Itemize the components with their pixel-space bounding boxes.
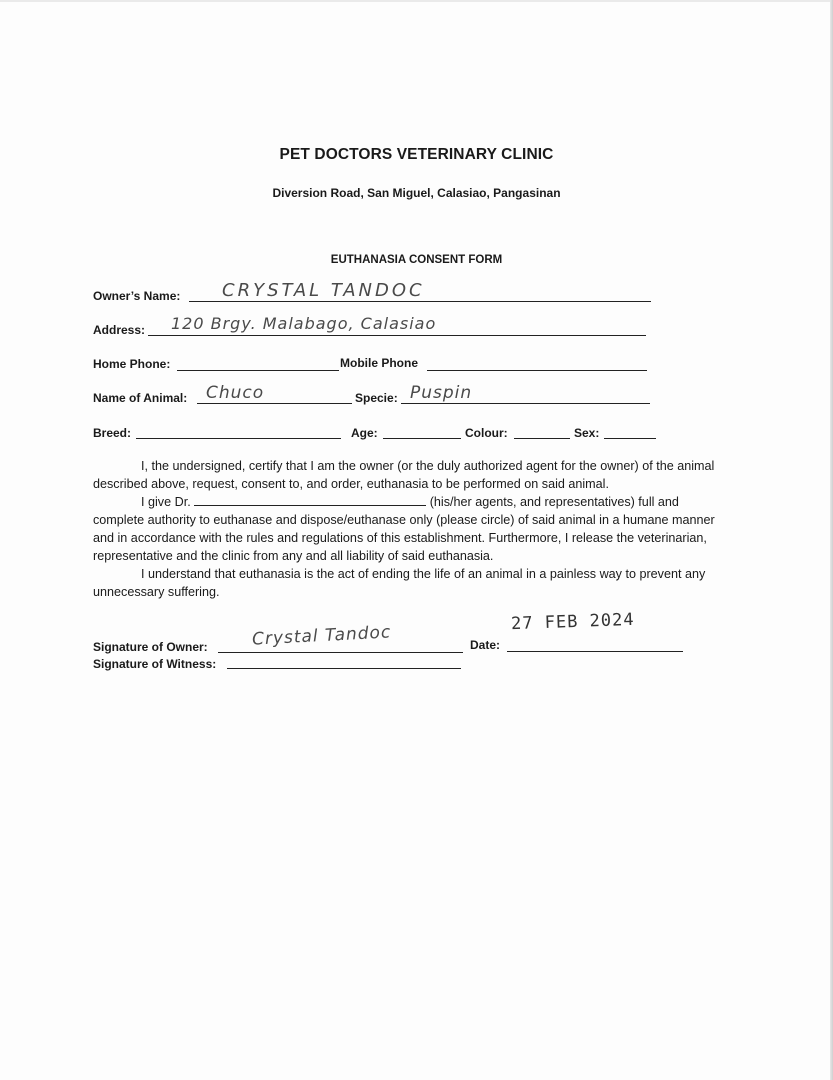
animal-name-label: Name of Animal:	[93, 391, 188, 405]
consent-paragraph-1: I, the undersigned, certify that I am the owner (or the duly authorized agent for the owner) of the animal described above, request, consent to, and order, euthanasia to be performed on said animal.	[93, 459, 715, 491]
doctor-name-line[interactable]	[194, 494, 426, 506]
mobile-phone-label: Mobile Phone	[340, 356, 418, 370]
home-phone-label: Home Phone:	[93, 357, 171, 371]
consent-paragraph-2	[93, 493, 721, 565]
breed-line[interactable]	[136, 438, 341, 439]
sex-line[interactable]	[604, 438, 656, 439]
address-label: Address:	[93, 323, 146, 337]
date-stamp: 27 FEB 2024	[510, 609, 635, 635]
owner-signature-value: Crystal Tandoc	[251, 622, 392, 650]
breed-label: Breed:	[93, 426, 132, 440]
owner-name-line[interactable]	[189, 301, 651, 302]
owner-signature-line[interactable]	[218, 652, 463, 653]
age-line[interactable]	[383, 438, 461, 439]
age-label: Age:	[351, 426, 378, 440]
owner-signature-label: Signature of Owner:	[93, 640, 208, 654]
form-title: EUTHANASIA CONSENT FORM	[330, 254, 503, 266]
home-phone-line[interactable]	[177, 370, 339, 371]
date-line[interactable]	[507, 651, 683, 652]
sex-label: Sex:	[574, 426, 600, 440]
animal-name-line[interactable]	[197, 403, 352, 404]
give-dr-text: I give Dr.	[141, 495, 191, 509]
specie-line[interactable]	[401, 403, 650, 404]
owner-name-label: Owner’s Name:	[93, 289, 181, 303]
date-label: Date:	[470, 638, 501, 652]
clinic-name: PET DOCTORS VETERINARY CLINIC	[279, 146, 554, 163]
clinic-address: Diversion Road, San Miguel, Calasiao, Pangasinan	[272, 186, 561, 200]
animal-name-value: Chuco	[206, 383, 265, 403]
specie-label: Specie:	[355, 391, 398, 405]
address-line[interactable]	[148, 335, 646, 336]
mobile-phone-line[interactable]	[427, 370, 647, 371]
colour-label: Colour:	[465, 426, 508, 440]
owner-name-value: CRYSTAL TANDOC	[222, 280, 425, 301]
witness-signature-label: Signature of Witness:	[93, 657, 217, 671]
consent-body	[93, 457, 721, 601]
consent-paragraph-3: I understand that euthanasia is the act of ending the life of an animal in a painless way to prevent any unnecessary suffering.	[93, 567, 706, 599]
paper-edge-top	[0, 0, 833, 2]
authority-text: (his/her agents, and representatives) full and complete authority to euthanase and dispose/euthanase only (please circle) of said animal in a humane manner and in accordance with the rules and regulations of this establishment. Furthermore, I release the veterinarian, representative and the clinic from any and all liability of said euthanasia.	[93, 495, 715, 563]
address-value: 120 Brgy. Malabago, Calasiao	[171, 314, 437, 333]
specie-value: Puspin	[410, 383, 473, 403]
colour-line[interactable]	[514, 438, 570, 439]
witness-signature-line[interactable]	[227, 668, 461, 669]
